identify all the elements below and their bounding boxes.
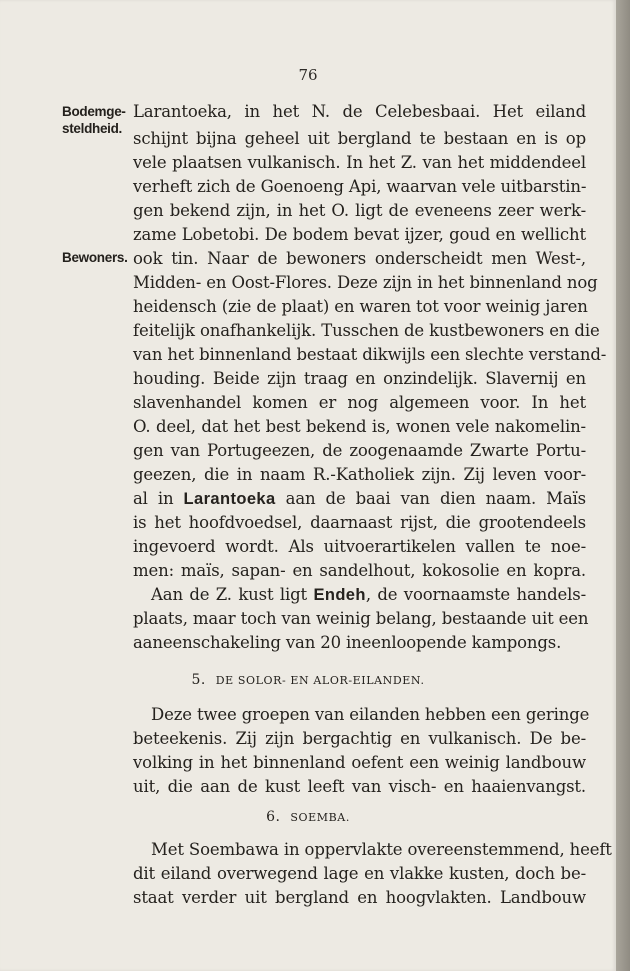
text-line: uit, die aan de kust leeft van visch- en haaienvangst. [133,777,586,796]
section-heading-5: 5. DE SOLOR- EN ALOR-EILANDEN. [191,672,425,688]
place-name-endeh: Endeh [313,586,366,604]
text-line: dit eiland overwegend lage en vlakke kusten, doch be- [133,864,586,883]
place-name-larantoeka: Larantoeka [183,490,276,508]
text-line: schijnt bijna geheel uit bergland te bestaan en is op [133,129,586,148]
text-line: geezen, die in naam R.-Katholiek zijn. Zij leven voor- [133,465,586,484]
text-line: aaneenschakeling van 20 ineenloopende kampongs. [133,633,562,652]
text-line: vele plaatsen vulkanisch. In het Z. van het middendeel [133,153,586,172]
text-line: houding. Beide zijn traag en onzindelijk. Slavernij en [133,369,586,388]
text-line: gen bekend zijn, in het O. ligt de eveneens zeer werk- [133,201,586,220]
text-line: gen van Portugeezen, de zoogenaamde Zwarte Portu- [133,441,586,460]
text-line: verheft zich de Goenoeng Api, waarvan vele uitbarstin- [133,177,587,196]
text-line: plaats, maar toch van weinig belang, bestaande uit een [133,609,589,628]
text-line: van het binnenland bestaat dikwijls een slechte verstand- [133,345,607,364]
text-line: Deze twee groepen van eilanden hebben een geringe [151,705,590,724]
text-line: Met Soembawa in oppervlakte overeenstemmend, heeft [151,840,612,859]
text-line: volking in het binnenland oefent een weinig landbouw [133,753,586,772]
text-line: beteekenis. Zij zijn bergachtig en vulkanisch. De be- [133,729,586,748]
margin-note-bewoners: Bewoners. [62,250,128,265]
text-line: Larantoeka, in het N. de Celebesbaai. Het eiland [133,102,586,121]
text-line: ook tin. Naar de bewoners onderscheidt men West-, [133,249,586,268]
text-line-endeh: Aan de Z. kust ligt Endeh, de voornaamste handels- [151,585,587,604]
text-line: zame Lobetobi. De bodem bevat ijzer, goud en wellicht [133,225,586,244]
text-line-larantoeka: al in Larantoeka aan de baai van dien naam. Maïs [133,489,587,508]
text-line: staat verder uit bergland en hoogvlakten. Landbouw [133,888,586,907]
margin-note-bodemgesteldheid-1: Bodemge- [62,104,126,119]
text-line: Midden- en Oost-Flores. Deze zijn in het binnenland nog [133,273,598,292]
page-edge [616,0,630,971]
text-line: is het hoofdvoedsel, daarnaast rijst, die grootendeels [133,513,586,532]
text-line: O. deel, dat het best bekend is, wonen vele nakomelin- [133,417,586,436]
section-heading-6: 6. SOEMBA. [266,809,350,825]
text-line: men: maïs, sapan- en sandelhout, kokosolie en kopra. [133,561,586,580]
margin-note-bodemgesteldheid-2: steldheid. [62,121,123,136]
text-line: slavenhandel komen er nog algemeen voor. In het [133,393,586,412]
text-line: feitelijk onafhankelijk. Tusschen de kustbewoners en die [133,321,600,340]
text-line: ingevoerd wordt. Als uitvoerartikelen vallen te noe- [133,537,586,556]
page-number: 76 [298,66,318,84]
text-line: heidensch (zie de plaat) en waren tot voor weinig jaren [133,297,588,316]
